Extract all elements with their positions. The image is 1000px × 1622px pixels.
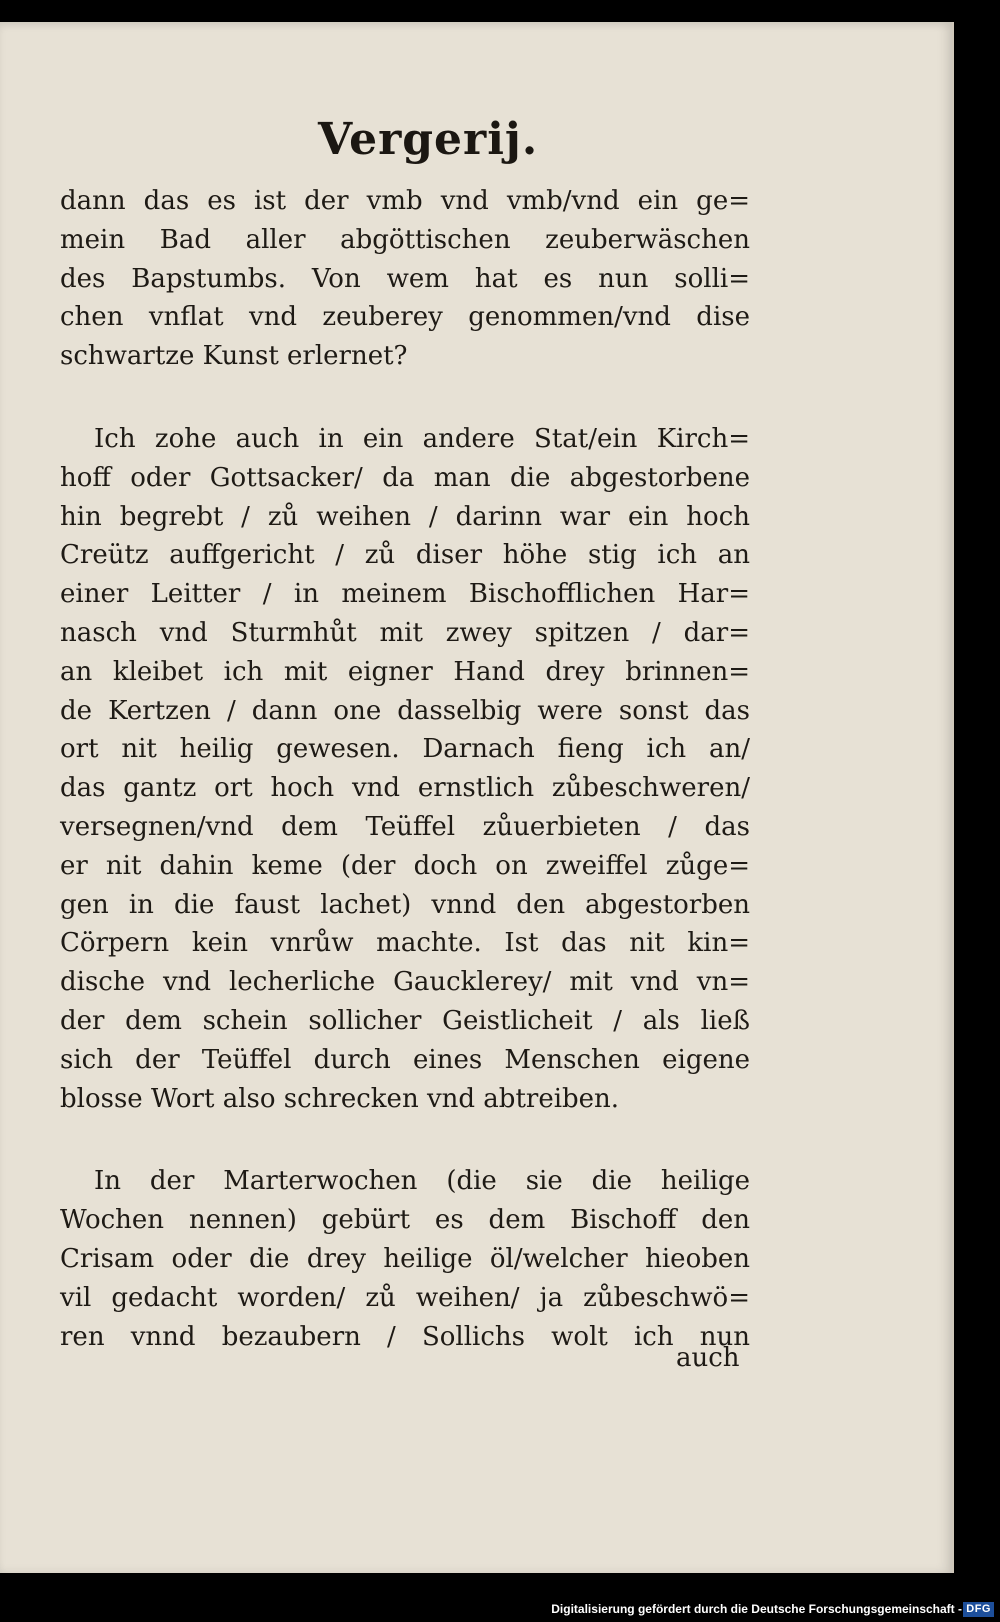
text-line: Cörpern kein vnrůw machte. Ist das nit kin= — [60, 928, 750, 959]
text-line: der dem schein sollicher Geistlicheit / als ließ — [60, 1005, 750, 1036]
text-line: einer Leitter / in meinem Bischofflichen Har= — [60, 579, 750, 610]
running-head: Vergerij. — [318, 114, 539, 165]
paragraph-2 — [60, 420, 750, 1118]
text-line: versegnen/vnd dem Teüffel zůuerbieten / das — [60, 811, 750, 842]
text-line: vil gedacht worden/ zů weihen/ ja zůbeschwö= — [60, 1282, 750, 1313]
text-line: dann das es ist der vmb vnd vmb/vnd ein ge= — [60, 186, 750, 216]
catchword: auch — [676, 1343, 740, 1373]
text-line: chen vnflat vnd zeuberey genommen/vnd dise — [60, 302, 750, 333]
text-line: blosse Wort also schrecken vnd abtreiben. — [60, 1083, 620, 1114]
text-block — [60, 182, 750, 1356]
text-line: gen in die faust lachet) vnnd den abgestorben — [60, 889, 750, 920]
dfg-logo: DFG — [963, 1602, 994, 1617]
paragraph-1 — [60, 182, 750, 376]
paragraph-gap — [60, 376, 750, 420]
text-line: er nit dahin keme (der doch on zweiffel zůge= — [60, 850, 750, 881]
book-page — [0, 22, 954, 1573]
text-line: ort nit heilig gewesen. Darnach fieng ich an/ — [60, 734, 750, 765]
text-line: hin begrebt / zů weihen / darinn war ein hoch — [60, 501, 750, 532]
text-line: dische vnd lecherliche Gaucklerey/ mit vnd vn= — [60, 967, 750, 998]
text-line: nasch vnd Sturmhůt mit zwey spitzen / dar= — [60, 617, 750, 648]
text-line: Crisam oder die drey heilige öl/welcher hieoben — [60, 1243, 750, 1274]
digitization-credit: Digitalisierung gefördert durch die Deutsche Forschungsgemeinschaft - — [551, 1602, 962, 1616]
text-line: ren vnnd bezaubern / Sollichs wolt ich nun — [60, 1321, 750, 1352]
text-line: Creütz auffgericht / zů diser höhe stig ich an — [60, 540, 750, 571]
text-line: sich der Teüffel durch eines Menschen eigene — [60, 1044, 750, 1075]
text-line: hoff oder Gottsacker/ da man die abgestorbene — [60, 462, 750, 493]
text-line: Wochen nennen) gebürt es dem Bischoff den — [60, 1205, 750, 1236]
text-line: schwartze Kunst erlernet? — [60, 341, 408, 372]
paragraph-gap — [60, 1118, 750, 1162]
text-line: Ich zohe auch in ein andere Stat/ein Kirch= — [94, 423, 750, 454]
text-line: an kleibet ich mit eigner Hand drey brinnen= — [60, 656, 750, 687]
text-line: das gantz ort hoch vnd ernstlich zůbeschweren/ — [60, 773, 750, 804]
text-line: de Kertzen / dann one dasselbig were sonst das — [60, 695, 750, 726]
text-line: des Bapstumbs. Von wem hat es nun solli= — [60, 263, 750, 294]
text-line: mein Bad aller abgöttischen zeuberwäschen — [60, 224, 750, 255]
text-line: In der Marterwochen (die sie die heilige — [94, 1166, 750, 1197]
paragraph-3 — [60, 1162, 750, 1356]
